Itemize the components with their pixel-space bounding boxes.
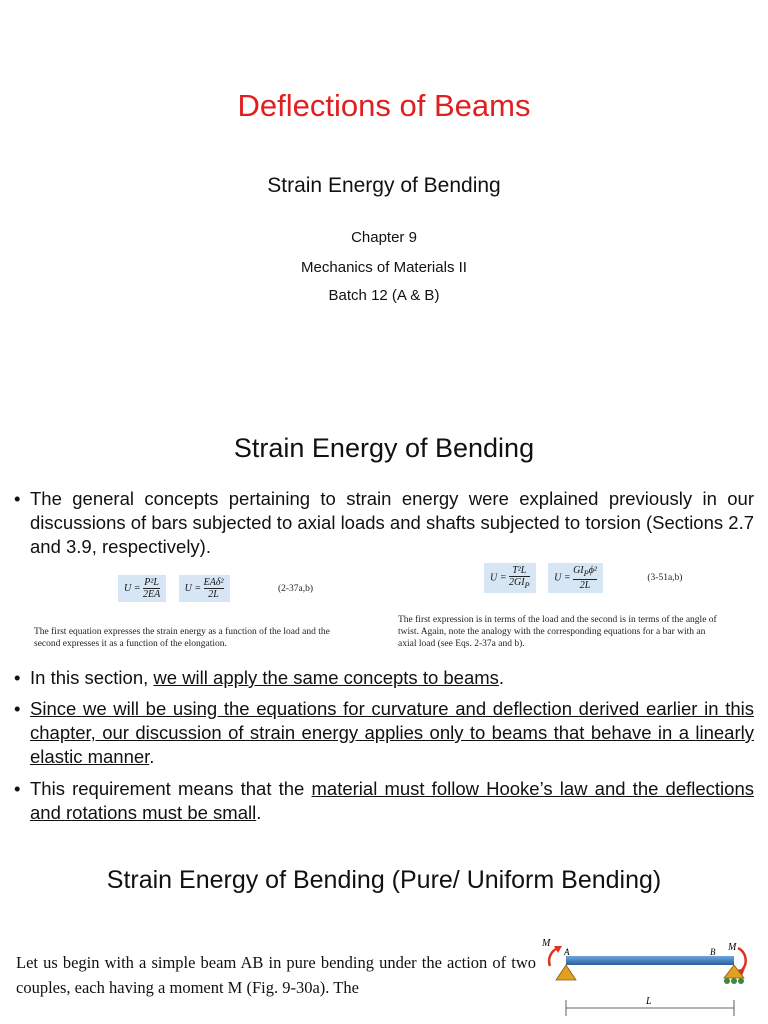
chapter-label: Chapter 9 <box>351 229 417 246</box>
beam <box>566 956 734 965</box>
equation-block-torsion <box>484 563 682 593</box>
equation-block-axial <box>118 575 313 602</box>
equation-torsion-angle: U = $\frac{GI_P\phi^2}{2L}$ <box>548 563 603 593</box>
pin-support <box>556 965 576 980</box>
bullet-icon: • <box>14 667 21 688</box>
moment-label-right: M <box>728 942 737 953</box>
equation-number: (3-51a,b) <box>647 573 683 584</box>
body-paragraph: Let us begin with a simple beam AB in pure bending under the action of two couples, each having a moment M (Fig. 9-30a). The <box>16 953 536 997</box>
moment-arrow-left <box>549 948 558 966</box>
bullet-icon: • <box>14 488 21 509</box>
subtitle: Strain Energy of Bending <box>267 174 501 197</box>
equation-axial-load: U = $\frac{\text{P²L}}{2EA}$ <box>118 575 166 602</box>
equation-axial-elongation: U = $\frac{\text{EAδ²}}{2L}$ <box>179 575 230 602</box>
bullet-item <box>14 487 754 559</box>
bullet-item: • Since we will be using the equations for curvature and deflection derived earlier in this chapter, our discussion of strain energy applies only to beams that behave in a linearly elastic manner. <box>14 698 754 767</box>
batch-label: Batch 12 (A & B) <box>328 287 440 304</box>
course-label: Mechanics of Materials II <box>301 259 467 276</box>
bullet-icon: • <box>14 698 21 719</box>
moment-arrow-right <box>738 948 746 970</box>
equation-torsion-load: U = $\frac{\text{T²L}}{2GI_P}$ <box>484 563 536 593</box>
beam-figure <box>530 934 760 1024</box>
bullet-item: • In this section, we will apply the same concepts to beams. <box>14 667 505 688</box>
equation-number: (2-37a,b) <box>277 583 314 594</box>
moment-label-left: M <box>542 938 551 949</box>
equation-caption: The first equation expresses the strain energy as a function of the load and the second expresses it as a function of the elongation. <box>34 627 330 649</box>
bullet-icon: • <box>14 778 21 799</box>
page-title: Deflections of Beams <box>237 88 531 123</box>
length-label: L <box>646 996 652 1007</box>
section-heading: Strain Energy of Bending (Pure/ Uniform Bending) <box>106 866 662 894</box>
bullet-item: • This requirement means that the material must follow Hooke’s law and the deflections and rotations must be small. <box>14 778 754 823</box>
point-label-a: A <box>564 947 570 957</box>
section-heading: Strain Energy of Bending <box>233 433 535 463</box>
bullet-text: The general concepts pertaining to strain energy were explained previously in our discussions of bars subjected to axial loads and shafts subjected to torsion (Sections 2.7 and 3.9, respectively). <box>30 488 754 557</box>
equation-caption: The first expression is in terms of the load and the second is in terms of the angle of twist. Again, note the analogy with the corresponding equations for a bar with an axial load (see Eqs. 2-37a and b). <box>398 615 717 649</box>
point-label-b: B <box>710 947 716 957</box>
